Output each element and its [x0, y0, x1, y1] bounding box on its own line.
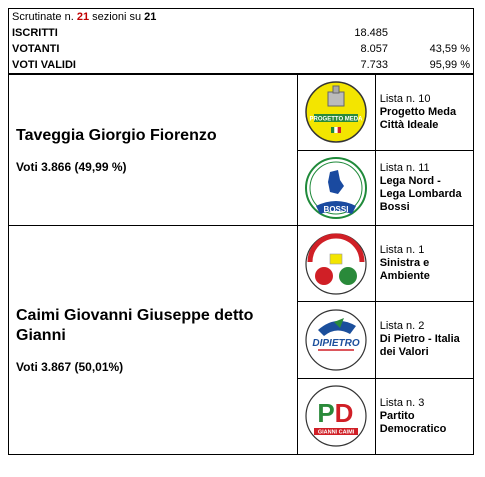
results-container	[8, 8, 474, 455]
scrutinate-mid: sezioni su	[92, 11, 142, 23]
sinistra-ambiente-logo-icon	[304, 232, 368, 296]
candidate-votes: Voti 3.866 (49,99 %)	[16, 160, 127, 174]
progetto-meda-logo-icon	[304, 80, 368, 144]
scrutinate-line	[9, 9, 474, 26]
list-number: Lista n. 3	[379, 396, 425, 409]
candidate-name: Taveggia Giorgio Fiorenzo	[16, 127, 217, 144]
scrutinate-count: 21	[76, 11, 90, 23]
list-info-cell	[375, 75, 473, 151]
list-name: Lega Nord - Lega Lombarda Bossi	[379, 174, 462, 213]
scrutinate-total: 21	[144, 11, 157, 23]
scrutinate-prefix: Scrutinate n.	[12, 11, 74, 23]
list-name: Di Pietro - Italia dei Valori	[379, 333, 460, 359]
value-votanti: 8.057	[360, 43, 388, 55]
svg-text:D: D	[334, 398, 354, 429]
list-number: Lista n. 2	[379, 320, 425, 333]
value-voti-validi: 7.733	[360, 59, 388, 71]
candidate-cell	[9, 75, 298, 226]
candidate-row	[9, 226, 474, 302]
list-info-cell	[375, 302, 473, 378]
list-symbol-cell	[297, 75, 375, 151]
row-votanti	[9, 41, 474, 57]
list-symbol-cell	[297, 302, 375, 378]
list-number: Lista n. 10	[379, 92, 431, 105]
row-iscritti	[9, 25, 474, 41]
candidate-name: Caimi Giovanni Giuseppe detto Gianni	[16, 307, 254, 344]
italia-dei-valori-logo-icon	[304, 308, 368, 372]
pct-iscritti	[391, 25, 474, 41]
lega-nord-logo-icon	[304, 156, 368, 220]
value-iscritti: 18.485	[354, 27, 388, 39]
list-name: Progetto Meda Città Ideale	[379, 105, 457, 131]
list-name: Partito Democratico	[379, 409, 447, 435]
list-info-cell	[375, 378, 473, 454]
logo-band-text: BOSSI	[323, 204, 349, 214]
row-voti-validi	[9, 57, 474, 74]
logo-band-text: PROGETTO MEDA	[309, 116, 363, 123]
label-voti-validi: VOTI VALIDI	[12, 59, 76, 71]
candidates-table	[8, 74, 474, 455]
list-info-cell	[375, 150, 473, 226]
list-info-cell	[375, 226, 473, 302]
list-number: Lista n. 11	[379, 161, 430, 174]
list-name: Sinistra e Ambiente	[379, 257, 430, 283]
pct-voti-validi: 95,99 %	[429, 59, 470, 71]
candidate-cell	[9, 226, 298, 455]
list-symbol-cell	[297, 150, 375, 226]
label-iscritti: ISCRITTI	[12, 27, 58, 39]
partito-democratico-logo-icon	[304, 384, 368, 448]
list-symbol-cell	[297, 226, 375, 302]
svg-text:P: P	[317, 398, 335, 429]
candidate-row	[9, 75, 474, 151]
list-symbol-cell	[297, 378, 375, 454]
pct-votanti: 43,59 %	[429, 43, 470, 55]
logo-title-text: DIPIETRO	[312, 337, 360, 349]
summary-table	[8, 8, 474, 74]
label-votanti: VOTANTI	[12, 43, 60, 55]
list-number: Lista n. 1	[379, 244, 425, 257]
logo-band-text: GIANNI CAIMI	[318, 429, 355, 436]
candidate-votes: Voti 3.867 (50,01%)	[16, 360, 124, 374]
